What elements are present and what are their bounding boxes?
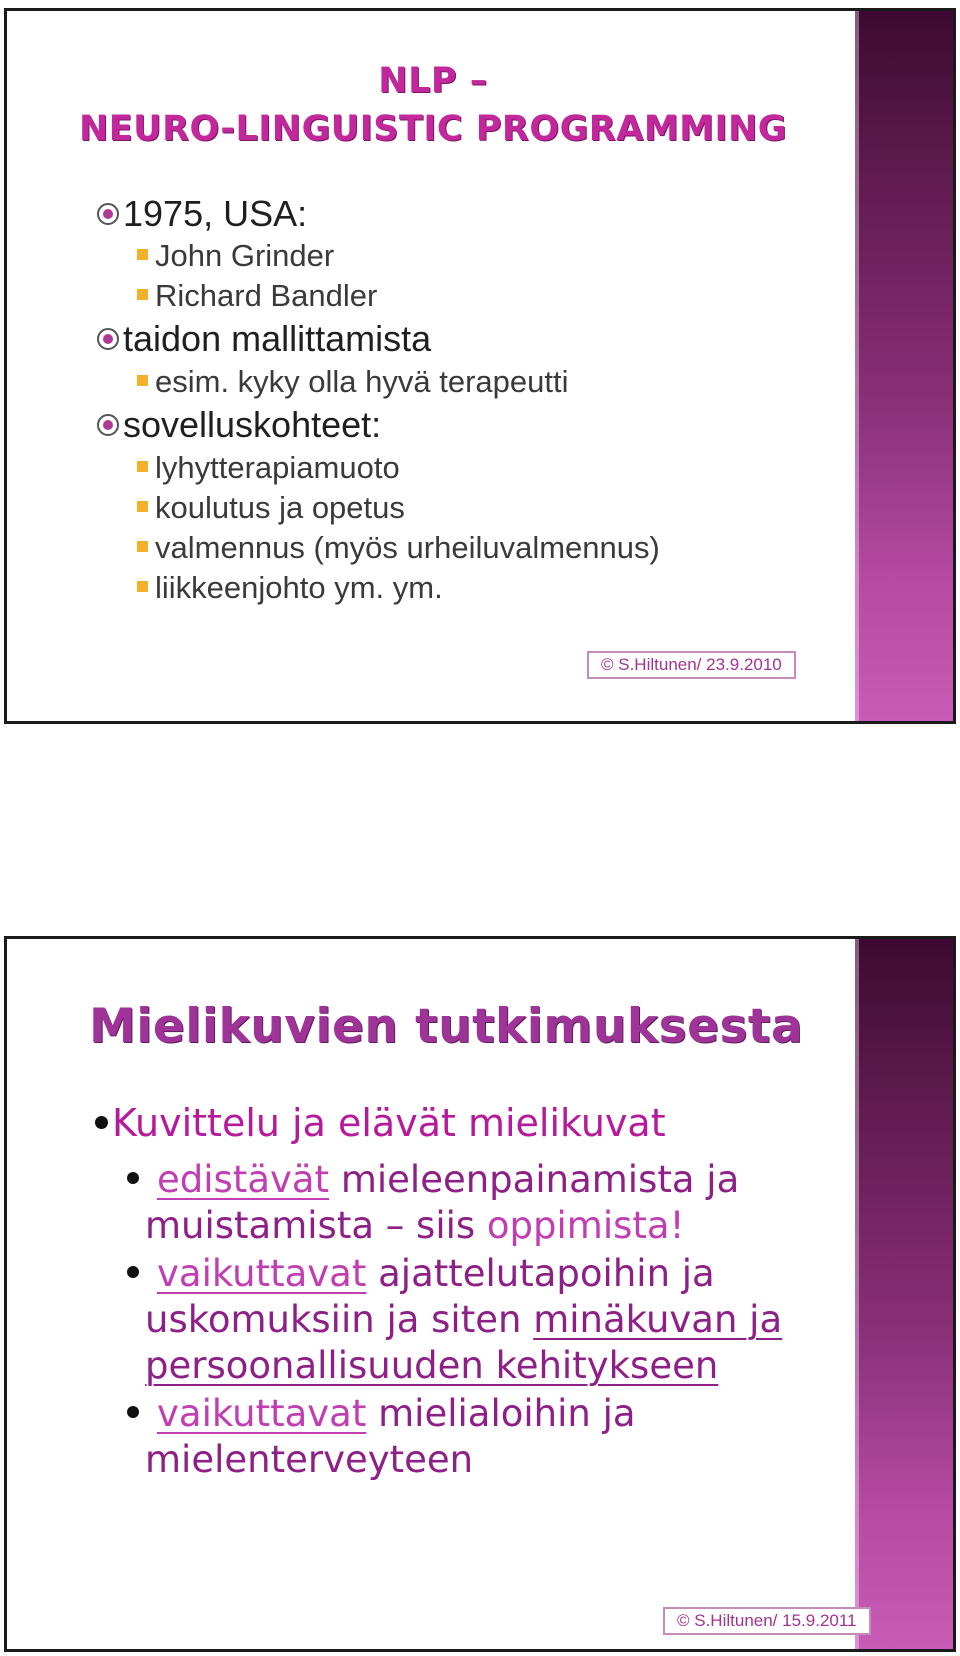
- slide-title: Mielikuvien tutkimuksesta: [89, 999, 804, 1054]
- bullet-dot-icon: [127, 1266, 139, 1278]
- list-item: 1975, USA:: [97, 193, 307, 235]
- square-bullet-icon: [137, 581, 148, 592]
- bullet-dot-icon: [95, 1116, 108, 1129]
- bullet-dot-icon: [127, 1406, 139, 1418]
- list-item: valmennus (myös urheiluvalmennus): [137, 530, 660, 566]
- list-item: sovelluskohteet:: [97, 404, 381, 446]
- square-bullet-icon: [137, 289, 148, 300]
- slide-footer: © S.Hiltunen/ 23.9.2010: [587, 651, 796, 679]
- list-item: John Grinder: [137, 238, 334, 274]
- square-bullet-icon: [137, 501, 148, 512]
- list-item: Richard Bandler: [137, 278, 377, 314]
- list-item: koulutus ja opetus: [137, 490, 405, 526]
- sub-bullet: vaikuttavat mielialoihin ja mielenterveyteen: [127, 1391, 636, 1483]
- slide-sidebar-decoration: [855, 939, 953, 1649]
- sub-bullet: edistävät mieleenpainamista ja muistamista – siis oppimista!: [127, 1157, 739, 1249]
- circle-bullet-icon: [97, 203, 119, 225]
- circle-bullet-icon: [97, 328, 119, 350]
- square-bullet-icon: [137, 541, 148, 552]
- slide-title-line1: NLP –: [378, 61, 488, 101]
- slide-title-line2: NEURO-LINGUISTIC PROGRAMMING: [78, 109, 788, 149]
- slide-mielikuvat: [4, 936, 956, 1652]
- slide-sidebar-decoration: [855, 11, 953, 721]
- slide-nlp: [4, 8, 956, 724]
- bullet-dot-icon: [127, 1172, 139, 1184]
- list-item: esim. kyky olla hyvä terapeutti: [137, 364, 569, 400]
- list-item: taidon mallittamista: [97, 318, 431, 360]
- square-bullet-icon: [137, 375, 148, 386]
- sub-bullet: vaikuttavat ajattelutapoihin ja uskomuksiin ja siten minäkuvan ja persoonallisuuden kehitykseen: [127, 1251, 782, 1389]
- slide-footer: © S.Hiltunen/ 15.9.2011: [663, 1607, 871, 1635]
- main-bullet: Kuvittelu ja elävät mielikuvat: [95, 1101, 666, 1145]
- list-item: liikkeenjohto ym. ym.: [137, 570, 443, 606]
- list-item: lyhytterapiamuoto: [137, 450, 400, 486]
- square-bullet-icon: [137, 249, 148, 260]
- square-bullet-icon: [137, 461, 148, 472]
- circle-bullet-icon: [97, 414, 119, 436]
